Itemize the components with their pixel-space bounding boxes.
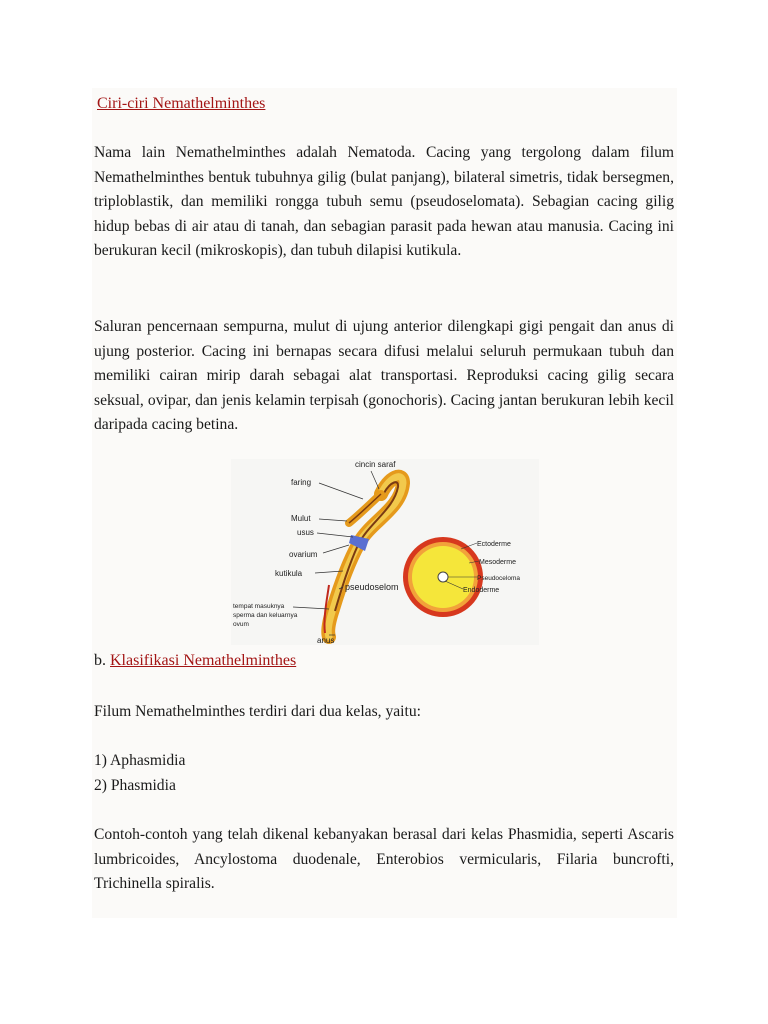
label-pseudoselom: pseudoselom [345,582,399,592]
label-mesoderme: Mesoderme [479,559,516,566]
label-faring: faring [291,478,312,487]
class-item: 1) Aphasmidia [94,752,186,769]
label-anus: anus [317,636,335,645]
paragraph-digestion-reproduction: Saluran pencernaan sempurna, mulut di ujung anterior dilengkapi gigi pengait dan anus di ujung posterior. Cacing ini bernapas secara difusi melalui seluruh permukaan tubuh dan memiliki cairan mirip darah sebagai alat transportasi. Reproduksi cacing gilig secara seksual, ovipar, dan jenis kelamin terpisah (gonochoris). Cacing jantan berukuran lebih kecil daripada cacing betina. [94,318,674,434]
heading-link[interactable]: Klasifikasi Nemathelminthes [110,652,297,669]
label-tempat-1: tempat masuknya [233,603,285,610]
heading-link[interactable]: Ciri-ciri Nemathelminthes [97,95,266,112]
section-heading-klasifikasi [94,649,296,673]
section-number: b. [94,652,106,669]
label-tempat-3: ovum [233,621,249,628]
label-tempat-2: sperma dan keluarnya [233,612,298,619]
section-gut [438,572,448,582]
section-heading-ciri-ciri [97,92,265,116]
label-usus: usus [297,528,314,537]
label-ovarium: ovarium [289,550,318,559]
nematode-diagram [231,459,539,645]
label-pseudoceloma: Pseudoceloma [477,575,520,582]
label-kutikula: kutikula [275,569,303,578]
classification-intro: Filum Nemathelminthes terdiri dari dua kelas, yaitu: [94,703,421,720]
paragraph-examples: Contoh-contoh yang telah dikenal kebanyakan berasal dari kelas Phasmidia, seperti Ascaris lumbricoides, Ancylostoma duodenale, Enterobios vermicularis, Filaria buncrofti, Trichinella spiralis. [94,826,674,893]
nematode-anatomy-figure [231,459,539,645]
label-endoderme: Endoderme [463,587,500,594]
label-cincin-saraf: cincin saraf [355,460,396,469]
label-mulut: Mulut [291,514,311,523]
paragraph-characteristics: Nama lain Nemathelminthes adalah Nematoda. Cacing yang tergolong dalam filum Nemathelminthes bentuk tubuhnya gilig (bulat panjang), bilateral simetris, tidak bersegmen, triploblastik, dan memiliki rongga tubuh semu (pseudoselomata). Sebagian cacing gilig hidup bebas di air atau di tanah, dan sebagian parasit pada hewan atau manusia. Cacing ini berukuran kecil (mikroskopis), dan tubuh dilapisi kutikula. [94,144,674,260]
label-ectoderme: Ectoderme [477,541,511,548]
class-item: 2) Phasmidia [94,777,176,794]
